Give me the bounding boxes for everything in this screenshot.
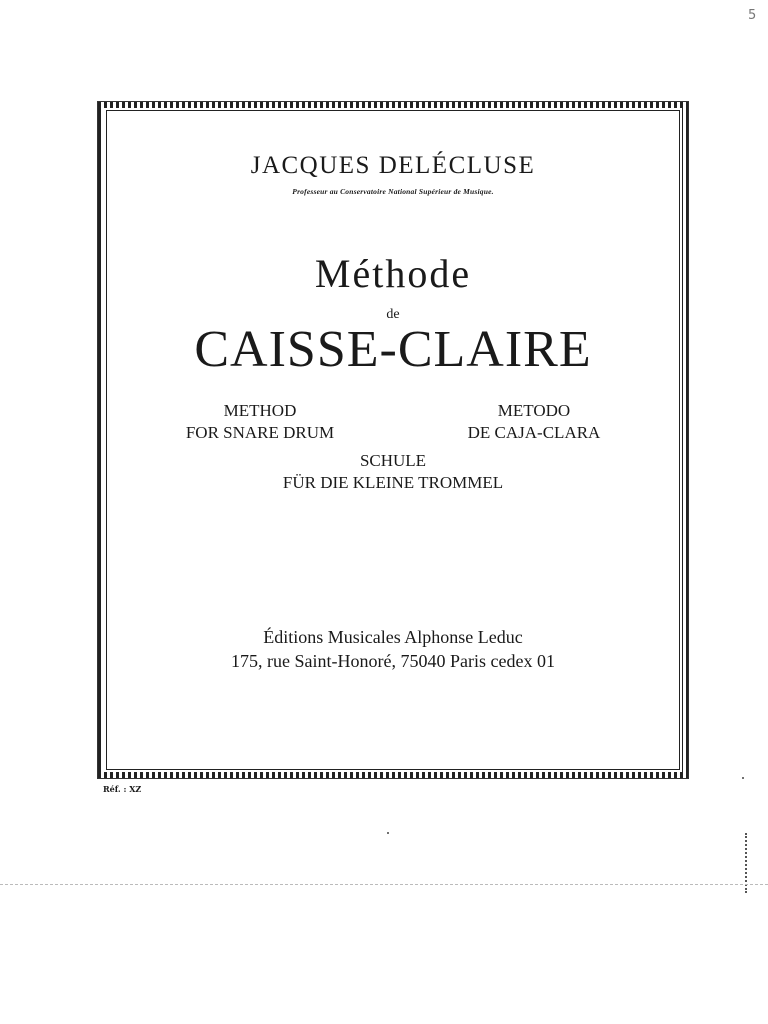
publisher-block bbox=[106, 625, 680, 673]
german-title-line-1: SCHULE bbox=[359, 451, 427, 470]
author-name: JACQUES DELÉCLUSE bbox=[250, 152, 536, 179]
english-title-line-2: FOR SNARE DRUM bbox=[185, 423, 335, 442]
title-de: de bbox=[386, 307, 400, 322]
german-title-line-2: FÜR DIE KLEINE TROMMEL bbox=[282, 473, 504, 492]
spanish-title bbox=[404, 400, 664, 444]
english-title-line-1: METHOD bbox=[223, 401, 297, 420]
scan-speck bbox=[742, 777, 744, 779]
scan-edge-line bbox=[0, 884, 768, 885]
german-title bbox=[106, 450, 680, 494]
title-methode: Méthode bbox=[314, 251, 472, 296]
title-caisse-claire: CAISSE-CLAIRE bbox=[194, 321, 592, 378]
scan-speck bbox=[387, 832, 389, 834]
spanish-title-line-2: DE CAJA-CLARA bbox=[467, 423, 601, 442]
publisher-name: Éditions Musicales Alphonse Leduc bbox=[263, 627, 523, 647]
page-number-mark: 5 bbox=[748, 8, 757, 23]
english-title bbox=[130, 400, 390, 444]
author-title: Professeur au Conservatoire National Supérieur de Musique. bbox=[292, 187, 494, 196]
spanish-title-line-1: METODO bbox=[497, 401, 571, 420]
reference-code: Réf. : XZ bbox=[103, 784, 142, 794]
publisher-address: 175, rue Saint-Honoré, 75040 Paris cedex 01 bbox=[231, 651, 555, 671]
